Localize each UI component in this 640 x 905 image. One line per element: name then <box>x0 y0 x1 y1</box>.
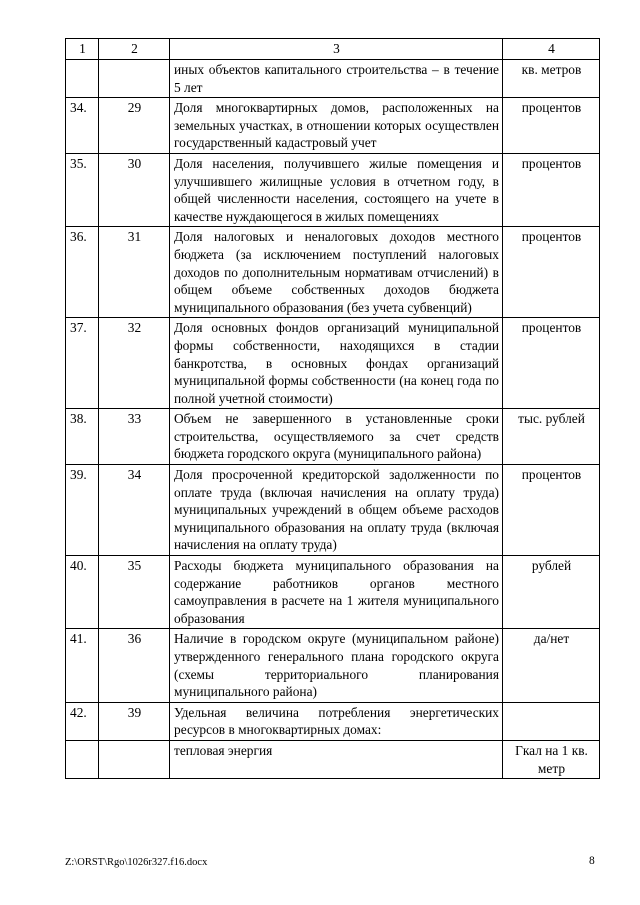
row-number: 34. <box>66 98 99 154</box>
row-code <box>99 740 170 778</box>
row-unit: процентов <box>503 318 600 409</box>
footer-page-number: 8 <box>589 855 595 867</box>
table-row <box>66 702 600 740</box>
row-indicator-text: Доля многоквартирных домов, расположенных на земельных участках, в отношении которых осуществлен государственный кадастровый учет <box>170 98 503 154</box>
row-number: 38. <box>66 409 99 465</box>
table-row <box>66 60 600 98</box>
row-indicator-text: Доля населения, получившего жилые помещения и улучшившего жилищные условия в отчетном году, в общей численности населения, состоящего на учете в качестве нуждающегося в жилых помещениях <box>170 153 503 226</box>
row-indicator-text: Удельная величина потребления энергетических ресурсов в многоквартирных домах: <box>170 702 503 740</box>
row-unit: кв. метров <box>503 60 600 98</box>
row-code: 29 <box>99 98 170 154</box>
header-col-2: 2 <box>99 39 170 60</box>
row-indicator-text: Доля налоговых и неналоговых доходов местного бюджета (за исключением поступлений налоговых доходов по дополнительным нормативам отчислений) в общем объеме собственных доходов бюджета муниципального образования (без учета субвенций) <box>170 227 503 318</box>
row-unit: да/нет <box>503 629 600 702</box>
row-unit: процентов <box>503 98 600 154</box>
row-number: 41. <box>66 629 99 702</box>
header-col-1: 1 <box>66 39 99 60</box>
row-unit: процентов <box>503 153 600 226</box>
table-header-row <box>66 39 600 60</box>
row-code: 39 <box>99 702 170 740</box>
row-number <box>66 740 99 778</box>
row-indicator-text: тепловая энергия <box>170 740 503 778</box>
table-row <box>66 318 600 409</box>
row-indicator-text: Доля просроченной кредиторской задолженности по оплате труда (включая начисления на оплату труда) муниципальных учреждений в общем объеме расходов муниципального образования на оплату труда (включая начисления на оплату труда) <box>170 465 503 556</box>
table-row <box>66 629 600 702</box>
row-indicator-text: Расходы бюджета муниципального образования на содержание работников органов местного самоуправления в расчете на 1 жителя муниципального образования <box>170 556 503 629</box>
row-indicator-text: Объем не завершенного в установленные сроки строительства, осуществляемого за счет средств бюджета городского округа (муниципального района) <box>170 409 503 465</box>
row-indicator-text: Доля основных фондов организаций муниципальной формы собственности, находящихся в стадии банкротства, в основных фондах организаций муниципальной формы собственности (на конец года по полной учетной стоимости) <box>170 318 503 409</box>
indicator-table <box>65 38 600 779</box>
table-row <box>66 556 600 629</box>
row-number: 42. <box>66 702 99 740</box>
header-col-4: 4 <box>503 39 600 60</box>
row-code: 32 <box>99 318 170 409</box>
table-row <box>66 227 600 318</box>
row-number <box>66 60 99 98</box>
row-code: 30 <box>99 153 170 226</box>
row-code <box>99 60 170 98</box>
row-number: 36. <box>66 227 99 318</box>
table-row <box>66 465 600 556</box>
row-code: 33 <box>99 409 170 465</box>
row-number: 39. <box>66 465 99 556</box>
row-number: 35. <box>66 153 99 226</box>
row-number: 40. <box>66 556 99 629</box>
row-unit: процентов <box>503 227 600 318</box>
row-number: 37. <box>66 318 99 409</box>
row-unit: Гкал на 1 кв. метр <box>503 740 600 778</box>
row-code: 31 <box>99 227 170 318</box>
footer-file-path: Z:\ORST\Rgo\1026r327.f16.docx <box>65 857 208 868</box>
table-row <box>66 98 600 154</box>
table-row <box>66 409 600 465</box>
row-code: 36 <box>99 629 170 702</box>
row-indicator-text: Наличие в городском округе (муниципальном районе) утвержденного генерального плана городского округа (схемы территориального планирования муниципального района) <box>170 629 503 702</box>
header-col-3: 3 <box>170 39 503 60</box>
row-code: 34 <box>99 465 170 556</box>
row-unit <box>503 702 600 740</box>
row-indicator-text: иных объектов капитального строительства – в течение 5 лет <box>170 60 503 98</box>
row-code: 35 <box>99 556 170 629</box>
row-unit: рублей <box>503 556 600 629</box>
row-unit: процентов <box>503 465 600 556</box>
table-row <box>66 740 600 778</box>
row-unit: тыс. рублей <box>503 409 600 465</box>
table-row <box>66 153 600 226</box>
